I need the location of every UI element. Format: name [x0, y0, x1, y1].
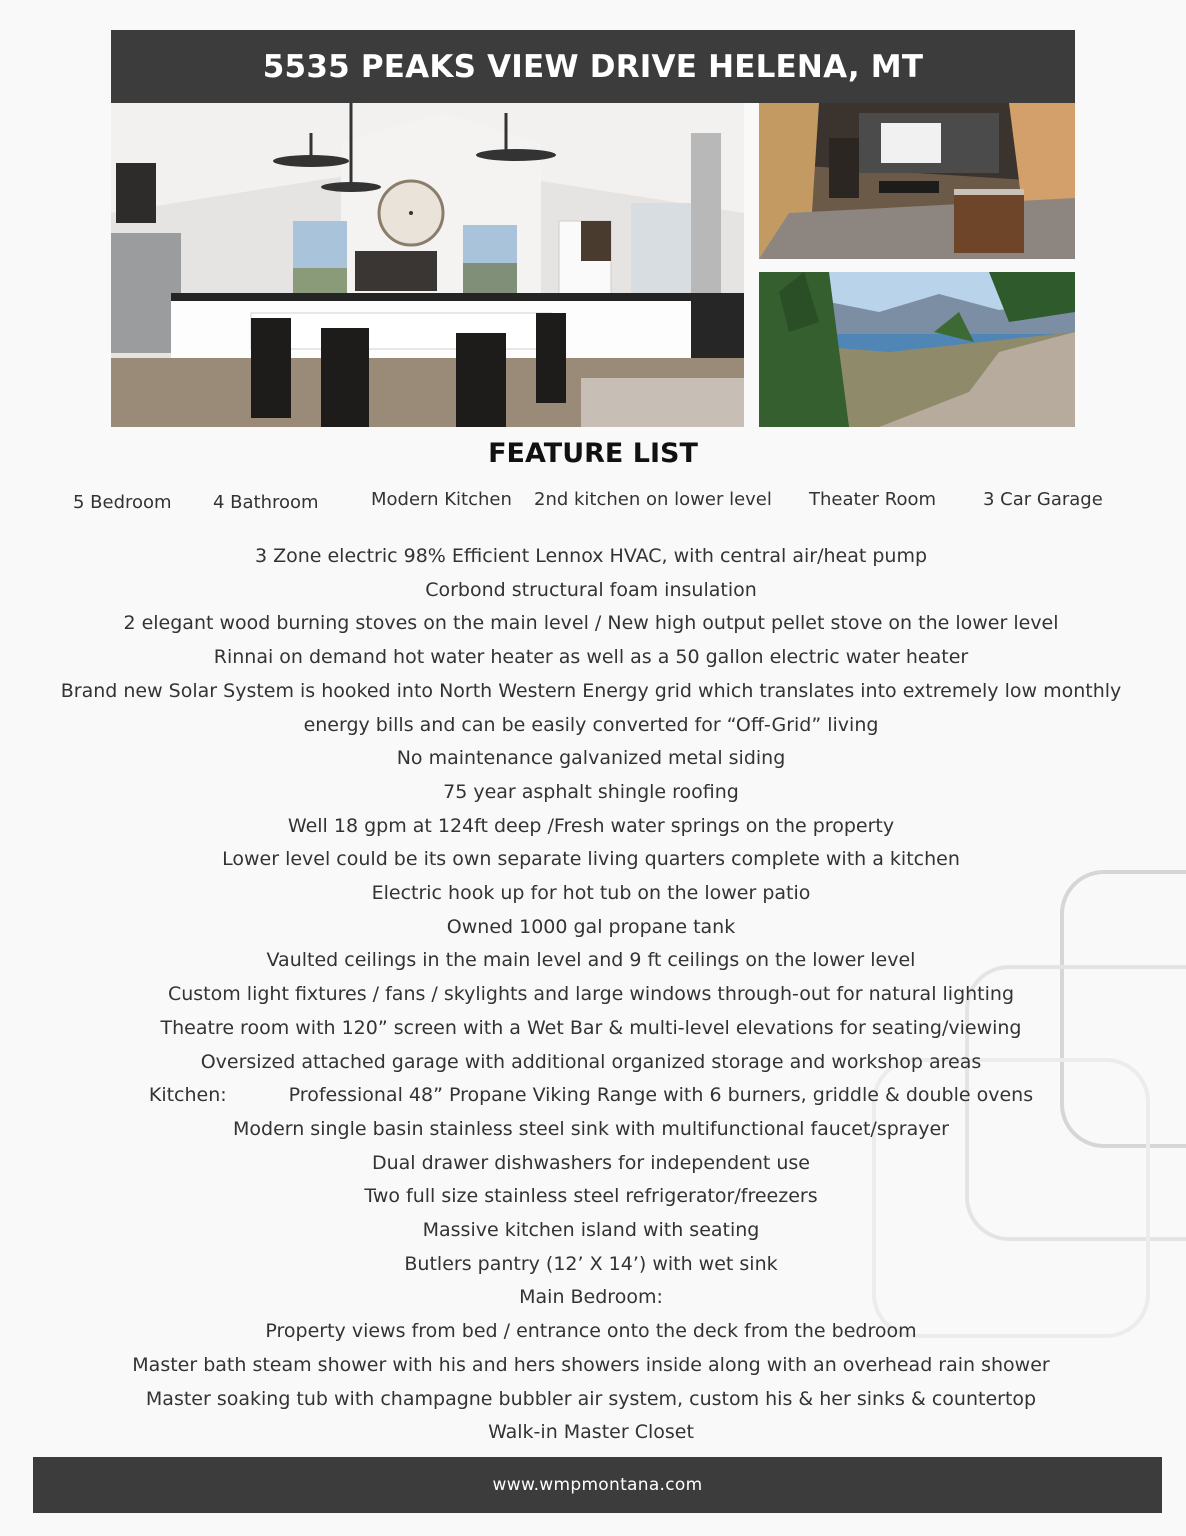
feature-item: Custom light fixtures / fans / skylights and large windows through-out for natural lighting [167, 983, 1015, 1006]
feature-item: No maintenance galvanized metal siding [396, 747, 786, 770]
lake-mountain-view-photo [759, 272, 1075, 427]
kitchen-feature-item: Two full size stainless steel refrigerator/freezers [364, 1185, 818, 1208]
feature-item: Theatre room with 120” screen with a Wet Bar & multi-level elevations for seating/viewing [160, 1016, 1022, 1039]
highlight-bedrooms: 5 Bedroom [73, 492, 172, 513]
feature-item: Rinnai on demand hot water heater as well as a 50 gallon electric water heater [213, 646, 969, 669]
highlight-theater-room: Theater Room [809, 489, 937, 510]
highlight-modern-kitchen: Modern Kitchen [371, 489, 512, 510]
kitchen-photo [111, 103, 744, 427]
kitchen-feature-item: Massive kitchen island with seating [422, 1219, 760, 1242]
highlight-garage: 3 Car Garage [983, 489, 1103, 510]
bedroom-feature-item: Property views from bed / entrance onto the deck from the bedroom [265, 1320, 917, 1343]
theater-room-photo [759, 103, 1075, 259]
feature-item: Corbond structural foam insulation [425, 578, 757, 601]
feature-list [40, 540, 1142, 1450]
bedroom-feature-item: Master soaking tub with champagne bubbler air system, custom his & her sinks & countertop [145, 1387, 1037, 1410]
kitchen-section-label: Kitchen: [148, 1084, 227, 1107]
kitchen-feature-item: Butlers pantry (12’ X 14’) with wet sink [404, 1252, 778, 1275]
website-link[interactable]: www.wmpmontana.com [492, 1475, 703, 1495]
kitchen-feature-item: Professional 48” Propane Viking Range with 6 burners, griddle & double ovens [288, 1084, 1034, 1107]
highlight-bathrooms: 4 Bathroom [213, 492, 319, 513]
kitchen-feature-item: Modern single basin stainless steel sink with multifunctional faucet/sprayer [232, 1117, 949, 1140]
feature-item: Electric hook up for hot tub on the lower patio [371, 882, 811, 905]
feature-item: Vaulted ceilings in the main level and 9 ft ceilings on the lower level [266, 949, 916, 972]
feature-item: Owned 1000 gal propane tank [446, 915, 736, 938]
feature-list-title: FEATURE LIST [488, 438, 698, 469]
kitchen-feature-item: Dual drawer dishwashers for independent use [371, 1151, 810, 1174]
feature-item: Oversized attached garage with additional organized storage and workshop areas [200, 1050, 982, 1073]
feature-item: Lower level could be its own separate living quarters complete with a kitchen [222, 848, 960, 871]
highlight-second-kitchen: 2nd kitchen on lower level [534, 489, 772, 510]
feature-item: 75 year asphalt shingle roofing [443, 780, 739, 803]
bedroom-section-label: Main Bedroom: [519, 1286, 663, 1309]
feature-item: 3 Zone electric 98% Efficient Lennox HVAC, with central air/heat pump [254, 545, 928, 567]
bedroom-feature-item: Walk-in Master Closet [488, 1421, 694, 1444]
feature-item: Brand new Solar System is hooked into North Western Energy grid which translates into extremely low monthly energy bills and can be easily converted for “Off-Grid” living [60, 679, 1122, 736]
kitchen-feature-row [40, 1079, 1142, 1113]
feature-item: Well 18 gpm at 124ft deep /Fresh water springs on the property [287, 814, 895, 837]
page-title: 5535 PEAKS VIEW DRIVE HELENA, MT [262, 48, 924, 85]
title-bar [111, 30, 1075, 103]
footer-bar [33, 1457, 1162, 1513]
feature-item: 2 elegant wood burning stoves on the main level / New high output pellet stove on the lower level [123, 612, 1059, 635]
bedroom-feature-item: Master bath steam shower with his and hers showers inside along with an overhead rain shower [132, 1353, 1050, 1376]
